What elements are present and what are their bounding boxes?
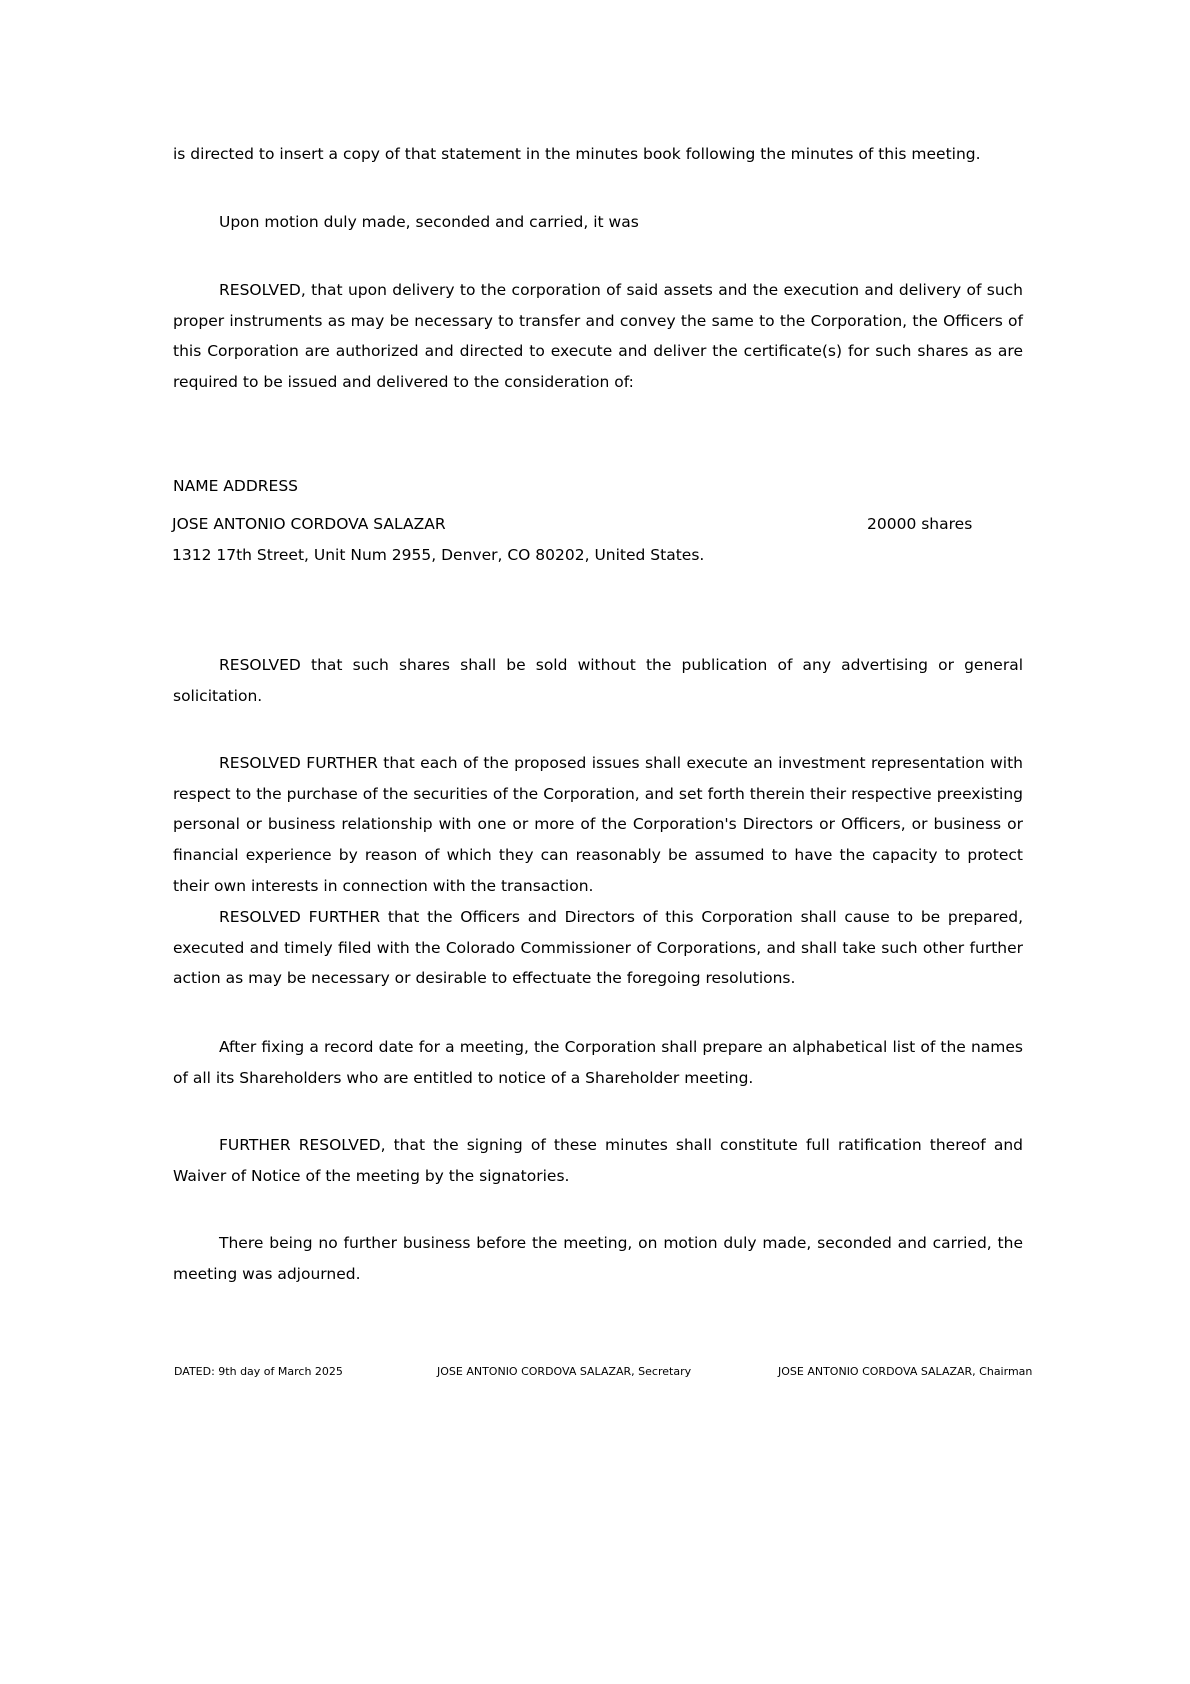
shareholder-name: JOSE ANTONIO CORDOVA SALAZAR [172, 515, 446, 533]
shareholder-address: 1312 17th Street, Unit Num 2955, Denver, CO 80202, United States. [172, 546, 705, 564]
paragraph-record-date: After fixing a record date for a meeting, the Corporation shall prepare an alphabetical list of the names of all its Shareholders who are entitled to notice of a Shareholder meeting. [173, 1038, 1023, 1087]
paragraph-statement-insert: is directed to insert a copy of that statement in the minutes book following the minutes of this meeting. [173, 145, 981, 163]
paragraph-resolved-sale: RESOLVED that such shares shall be sold without the publication of any advertising or general solicitation. [173, 656, 1023, 705]
secretary-signature-line: JOSE ANTONIO CORDOVA SALAZAR, Secretary [437, 1365, 692, 1378]
chairman-signature-line: JOSE ANTONIO CORDOVA SALAZAR, Chairman [778, 1365, 1033, 1378]
shareholder-table-header: NAME ADDRESS [173, 477, 299, 495]
paragraph-resolved-delivery: RESOLVED, that upon delivery to the corporation of said assets and the execution and delivery of such proper instruments as may be necessary to transfer and convey the same to the Corporation, the Officers of this Corporation are authorized and directed to execute and deliver the certificate(s) for such shares as are required to be issued and delivered to the consideration of: [173, 281, 1023, 392]
paragraph-ratification: FURTHER RESOLVED, that the signing of these minutes shall constitute full ratification thereof and Waiver of Notice of the meeting by the signatories. [173, 1136, 1023, 1185]
paragraph-adjourned: There being no further business before the meeting, on motion duly made, seconded and carried, the meeting was adjourned. [173, 1234, 1023, 1283]
paragraph-resolved-investment: RESOLVED FURTHER that each of the proposed issues shall execute an investment representation with respect to the purchase of the securities of the Corporation, and set forth therein their respective preexisting personal or business relationship with one or more of the Corporation's Directors or Officers, or business or financial experience by reason of which they can reasonably be assumed to have the capacity to protect their own interests in connection with the transaction. [173, 754, 1023, 895]
paragraph-resolved-filing: RESOLVED FURTHER that the Officers and Directors of this Corporation shall cause to be prepared, executed and timely filed with the Colorado Commissioner of Corporations, and shall take such other further action as may be necessary or desirable to effectuate the foregoing resolutions. [173, 908, 1023, 988]
shareholder-shares: 20000 shares [867, 515, 973, 533]
dated-line: DATED: 9th day of March 2025 [174, 1365, 343, 1378]
paragraph-motion: Upon motion duly made, seconded and carried, it was [219, 213, 639, 231]
